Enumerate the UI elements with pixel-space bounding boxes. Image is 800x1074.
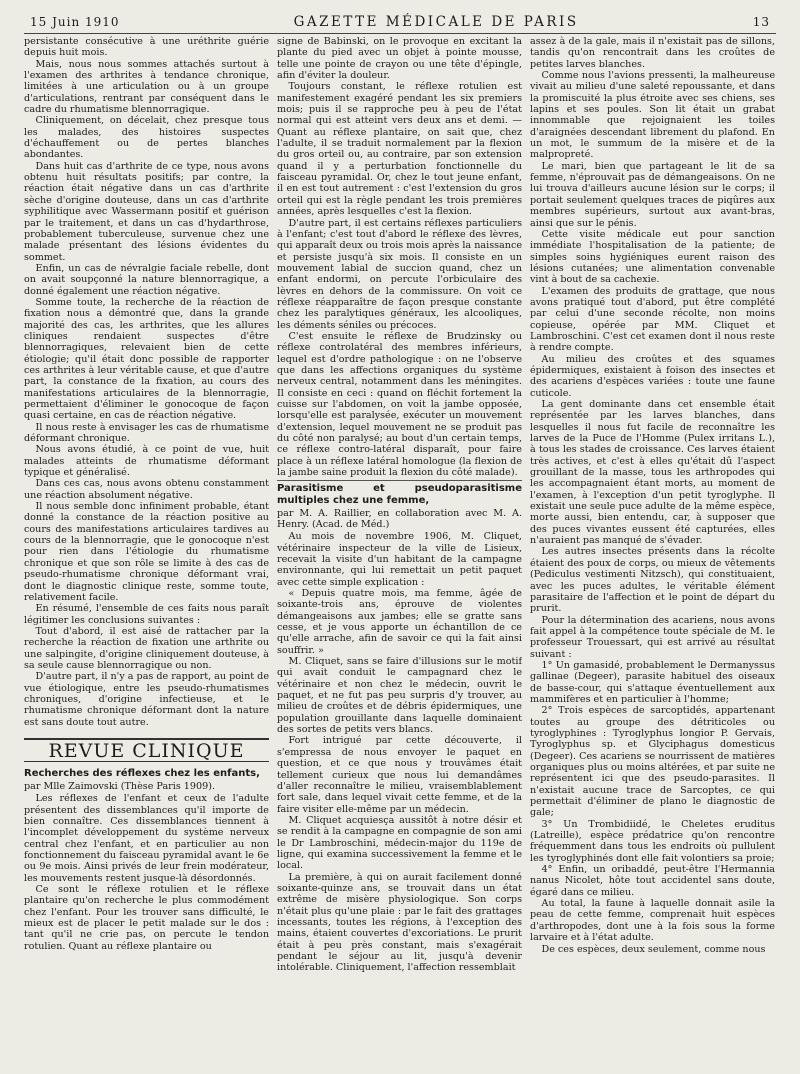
column-1 [24,36,269,1068]
paragraph: Il nous semble donc infiniment probable, étant donné la constance de la réaction positive au cours des manifestations articulaires tardives au cours de la blennorragie, que le gonocoque n'est pour rien dans l'étiologie du rhumatisme chronique et que son rôle se limite à des cas de pseudo-rhumatisme chronique déformant vrai, dont le diagnostic clinique reste, somme toute, relativement facile. [24,501,269,603]
paragraph: Les réflexes de l'enfant et ceux de l'adulte présentent des dissemblances qu'il importe de bien connaître. Ces dissemblances tiennent à l'incomplet développement du système nerveux central chez l'enfant, et en particulier au non fonctionnement du faisceau pyramidal avant le 6e ou 9e mois. Ainsi privés de leur frein modérateur, les mouvements restent jusque-là désordonnés. [24,793,269,884]
section-title: REVUE CLINIQUE [24,738,269,762]
paragraph: Au milieu des croûtes et des squames épidermiques, existaient à foison des insectes et des acariens d'espèces variées : toute une faune cuticole. [530,353,775,399]
paragraph: Le mari, bien que partageant le lit de sa femme, n'éprouvait pas de démangeaisons. On ne lui trouva d'ailleurs aucune lésion sur le corps; il portait seulement quelques traces de piqûres aux membres supérieurs, surtout aux avant-bras, ainsi que sur le pénis. [530,160,775,229]
header-rule [24,33,776,34]
paragraph: Toujours constant, le réflexe rotulien est manifestement exagéré pendant les six premiers mois; puis il se rapproche peu à peu de l'état normal qui est atteint vers deux ans et demi. — Quant au réflexe plantaire, on sait que, chez l'adulte, il se traduit normalement par la flexion du gros orteil ou, au contraire, par son extension quand il y a perturbation fonctionnelle du faisceau pyramidal. Or, chez le tout jeune enfant, il en est tout autrement : c'est l'extension du gros orteil qui est la règle pendant les trois premières années, après lesquelles c'est la flexion. [277,81,522,218]
paragraph: M. Cliquet, sans se faire d'illusions sur le motif qui avait conduit le campagnard chez le vétérinaire et non chez le médecin, ouvrit le paquet, et ne fut pas peu surpris d'y trouver, au milieu de croûtes et de débris épidermiques, une population grouillante dans laquelle dominaient des sortes de petits vers blancs. [277,656,522,736]
paragraph: Les autres insectes présents dans la récolte étaient des poux de corps, ou mieux de vêtements (Pediculus vestimenti Nitzsch), qui constituaient, avec les puces adultes, le véritable élément parasitaire de l'affection et le point de départ du prurit. [530,546,775,615]
paragraph: Comme nous l'avions pressenti, la malheureuse vivait au milieu d'une saleté repoussante, et dans la promiscuité la plus étroite avec ses chiens, ses lapins et ses poules. Son lit était un grabat innommable que rejoignaient les toiles d'araignées descendant librement du plafond. En un mot, le summum de la misère et de la malpropreté. [530,70,775,161]
paragraph: signe de Babinski, on le provoque en excitant la plante du pied avec un objet à pointe mousse, telle une pointe de crayon ou une tête d'épingle, afin d'éviter la douleur. [277,36,522,82]
article-title: Parasitisme et pseudoparasitisme multiples chez une femme, [277,483,522,506]
paragraph: Cliniquement, on décelait, chez presque tous les malades, des histoires suspectes d'échauffement ou de pertes blanches abondantes. [24,115,269,161]
paragraph: Mais, nous nous sommes attachés surtout à l'examen des arthrites à tendance chronique, limitées à une articulation ou à un groupe d'articulations, rentrant par conséquent dans le cadre du rhumatisme blennorragique. [24,58,269,116]
paragraph: C'est ensuite le réflexe de Brudzinsky ou réflexe controlatéral des membres inférieurs, lequel est d'ordre pathologique : on ne l'observe que dans les affections organiques du système nerveux central, notamment dans les méningites. Il consiste en ceci : quand on fléchit fortement la cuisse sur l'abdomen, on voit la jambe opposée, lorsqu'elle est paralysée, exécuter un mouvement d'extension, lequel mouvement ne se produit pas du côté non paralysé; au bout d'un certain temps, ce réflexe contro-latéral disparaît, pour faire place à un réflexe latéral homologue (la flexion de la jambe saine produit la flexion du côté malade). [277,330,522,479]
text-columns [24,36,776,1068]
paragraph: « Depuis quatre mois, ma femme, âgée de soixante-trois ans, éprouve de violentes démangeaisons aux jambes; elle se gratte sans cesse, et je vous apporte un échantillon de ce qu'elle arrache, afin de savoir ce qui la fait ainsi souffrir. » [277,588,522,656]
page-number: 13 [752,15,770,29]
journal-title: GAZETTE MÉDICALE DE PARIS [293,14,579,30]
paragraph: 1° Un gamasidé, probablement le Dermanyssus gallinae (Degeer), parasite habituel des oiseaux de basse-cour, qui s'attaque éventuellement aux mammifères et en particulier à l'homme; [530,659,775,705]
paragraph: L'examen des produits de grattage, que nous avons pratiqué tout d'abord, put être complété par celui d'une seconde récolte, non moins copieuse, opérée par MM. Cliquet et Lambroschini. C'est cet examen dont il nous reste à rendre compte. [530,285,775,354]
paragraph: Pour la détermination des acariens, nous avons fait appel à la compétence toute spéciale de M. le professeur Trouessart, qui est arrivé au résultat suivant : [530,614,775,660]
paragraph: Au total, la faune à laquelle donnait asile la peau de cette femme, comprenait huit espèces d'arthropodes, dont une à la fois sous la forme larvaire et à l'état adulte. [530,898,775,944]
paragraph: Enfin, un cas de névralgie faciale rebelle, dont on avait soupçonné la nature blennorragique, a donné également une réaction négative. [24,262,269,297]
paragraph: 2° Trois espèces de sarcoptidés, appartenant toutes au groupe des détriticoles ou tyroglyphines : Tyroglyphus longior P. Gervais, Tyroglyphus sp. et Glyciphagus domesticus (Degeer). Ces acariens se nourrissent de matières organiques plus ou moins altérées, et par suite ne représentent ici que des pseudo-parasites. Il n'existait aucune trace de Sarcoptes, ce qui permettait d'éliminer de plano le diagnostic de gale; [530,705,775,819]
paragraph: Somme toute, la recherche de la réaction de fixation nous a démontré que, dans la grande majorité des cas, les arthrites, que les allures cliniques rendaient suspectes d'être blennorragiques, relevaient bien de cette étiologie; qu'il était donc possible de rapporter ces arthrites à leur véritable cause, et que d'autre part, la constance de la fixation, au cours des manifestations articulaires de la blennorragie, permettaient d'éliminer le gonocoque de façon quasi certaine, en cas de réaction négative. [24,296,269,422]
paragraph: La gent dominante dans cet ensemble était représentée par les larves blanches, dans lesquelles il nous fut facile de reconnaître les larves de la Puce de l'Homme (Pulex irritans L.), à tous les stades de croissance. Ces larves étaient très actives, et c'est à elles qu'était dû l'aspect grouillant de la masse, tous les arthropodes qui les accompagnaient étant morts, au moment de l'examen, à l'exception d'un petit tyroglyphe. Il existait une seule puce adulte de la même espèce, morte aussi, bien entendu, car, à supposer que des puces vivantes eussent été capturées, elles n'auraient pas manqué de s'évader. [530,399,775,547]
paragraph: Nous avons étudié, à ce point de vue, huit malades atteints de rhumatisme déformant typique et généralisé. [24,444,269,479]
paragraph: Fort intrigué par cette découverte, il s'empressa de nous envoyer le paquet en question, et ce que nous y trouvâmes était tellement curieux que nous lui demandâmes d'aller reconnaître le milieu, vraisemblablement fort sale, dans lequel vivait cette femme, et de la faire visiter elle-même par un médecin. [277,735,522,815]
paragraph: M. Cliquet acquiesça aussitôt à notre désir et se rendit à la campagne en compagnie de son ami le Dr Lambroschini, médecin-major du 119e de ligne, qui examina successivement la femme et le local. [277,814,522,872]
paragraph: De ces espèces, deux seulement, comme nous [541,943,766,955]
paragraph: 4° Enfin, un oribaddé, peut-être l'Hermannia nanus Nicolet, hôte tout accidentel sans doute, égaré dans ce milieu. [530,864,775,898]
header-date: 15 Juin 1910 [30,15,120,29]
article-title: Recherches des réflexes chez les enfants, [24,768,260,780]
page-header [24,14,776,30]
article-byline: par Mlle Zaimovski (Thèse Paris 1909). [24,780,216,792]
paragraph: En résumé, l'ensemble de ces faits nous paraît légitimer les conclusions suivantes : [24,603,269,626]
paragraph: Il nous reste à envisager les cas de rhumatisme déformant chronique. [24,421,269,445]
paragraph: 3° Un Trombidiidé, le Cheletes eruditus (Latreille), espèce prédatrice qu'on rencontre fréquemment dans tous les endroits où pullulent les tyroglyphinés dont elle fait volontiers sa proie; [530,818,775,864]
column-3 [530,36,775,1068]
paragraph: persistante consécutive à une uréthrite guérie depuis huit mois. [24,36,269,59]
column-2 [277,36,522,1068]
paragraph: D'autre part, il est certains réflexes particuliers à l'enfant; c'est tout d'abord le réflexe des lèvres, qui apparaît deux ou trois mois après la naissance et persiste jusqu'à six mois. Il consiste en un mouvement labial de succion quand, chez un enfant endormi, on percute l'orbiculaire des lèvres en dehors de la commissure. On voit ce réflexe réapparaître de façon presque constante chez les paralytiques généraux, les alcooliques, les déments séniles ou précoces. [277,217,522,331]
paragraph: D'autre part, il n'y a pas de rapport, au point de vue étiologique, entre les pseudo-rhumatismes chroniques, d'origine infectieuse, et le rhumatisme chronique déformant dont la nature est sans doute tout autre. [24,671,269,728]
article-byline: par M. A. Raillier, en collaboration avec M. A. Henry. (Acad. de Méd.) [277,507,522,530]
article-divider [277,480,522,481]
paragraph: Au mois de novembre 1906, M. Cliquet, vétérinaire inspecteur de la ville de Lisieux, recevait la visite d'un habitant de la campagne environnante, qui lui remettait un petit paquet avec cette simple explication : [277,531,522,588]
paragraph: Tout d'abord, il est aisé de rattacher par la recherche la réaction de fixation une arthrite ou une salpingite, d'origine cliniquement douteuse, à sa seule cause blennorragique ou non. [24,625,269,671]
paragraph: Cette visite médicale eut pour sanction immédiate l'hospitalisation de la patiente; de simples soins hygiéniques eurent raison des lésions cutanées; une alimentation convenable vint à bout de sa cachexie. [530,228,775,286]
paragraph: assez à de la gale, mais il n'existait pas de sillons, tandis qu'on rencontrait dans les croûtes de petites larves blanches. [530,36,775,70]
paragraph: Dans huit cas d'arthrite de ce type, nous avons obtenu huit résultats positifs; par contre, la réaction était négative dans un cas d'arthrite sèche d'origine douteuse, dans un cas d'arthrite syphilitique avec Wassermann positif et guérison par le traitement, et dans un cas d'hydarthrose, probablement tuberculeuse, survenue chez une malade présentant des lésions évidentes du sommet. [24,160,269,263]
paragraph: Dans ces cas, nous avons obtenu constamment une réaction absolument négative. [24,478,269,501]
paragraph: Ce sont le réflexe rotulien et le réflexe plantaire qu'on recherche le plus commodément chez l'enfant. Pour les trouver sans difficulté, le mieux est de placer le petit malade sur le dos : tant qu'il ne crie pas, on percute le tendon rotulien. Quant au réflexe plantaire ou [24,884,269,952]
paragraph: La première, à qui on aurait facilement donné soixante-quinze ans, se trouvait dans un état extrême de misère physiologique. Son corps n'était plus qu'une plaie : par le fait des grattages incessants, toutes les régions, à l'exception des mains, étaient couvertes d'excoriations. Le prurit était à peu près constant, mais s'exagérait pendant le séjour au lit, jusqu'à devenir intolérable. Cliniquement, l'affection ressemblait [277,871,522,974]
